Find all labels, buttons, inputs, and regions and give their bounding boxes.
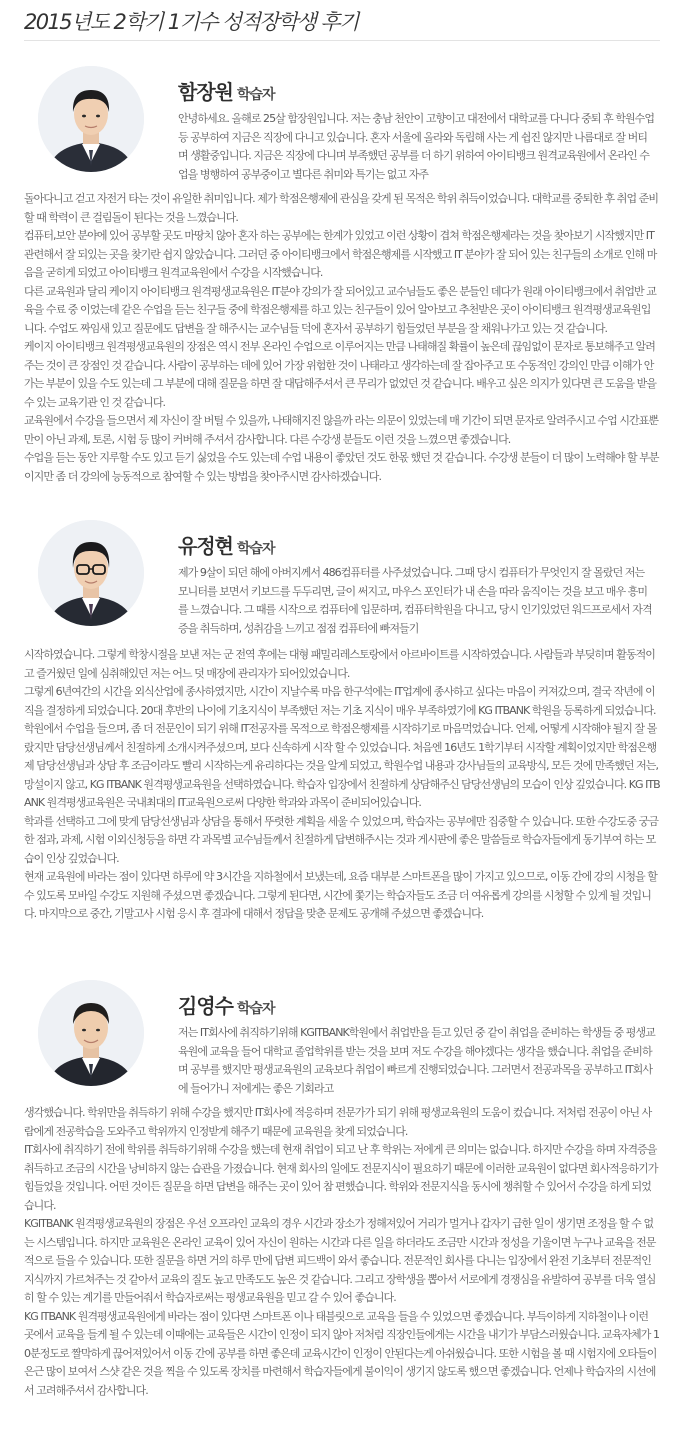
- student-photo: [38, 980, 144, 1086]
- student-role: 학습자: [236, 541, 275, 557]
- body-paragraph: 돌아다니고 걷고 자전거 타는 것이 유일한 취미입니다. 제가 학점은행제에 관심을 갖게 된 목적은 학위 취득이었습니다. 대학교를 중퇴한 후 취업 준비할 때 학력이 큰 걸림돌이 된다는 것을 느꼈습니다.: [24, 192, 659, 224]
- body-paragraph: 그렇게 6년여간의 시간을 외식산업에 종사하였지만, 시간이 지날수록 마음 한구석에는 IT업계에 종사하고 싶다는 마음이 커져갔으며, 결국 작년에 이직을 결정하게 되었습니다. 20대 후반의 나이에 기초지식이 부족했던 저는 기초 지식이 매우 부족하였기에 KG ITBANK 학원을 등록하게 되었습니다. 학원에서 수업을 들으며, 좀 더 전문인이 되기 위해 IT전공자를 목적으로 학점은행제를 시작하기로 마음먹었습니다. 언제, 어떻게 시작해야 될지 잘 몰랐지만 담당선생님께서 친절하게 소개시켜주셨으며, 보다 신속하게 시작 할 수 있었습니다. 처음엔 16년도 1학기부터 시작할 계획이었지만 학점은행제 담당선생님과 상담 후 조금이라도 빨리 시작하는게 유리하다는 것을 알게 되었고, 학원수업 내용과 강사님들의 교육방식, 모든 것에 만족했던 저는, 망설이지 않고, KG ITBANK 원격평생교육원을 선택하였습니다. 학습자 입장에서 친절하게 상담해주신 담당선생님의 모습이 인상 깊었습니다. KG ITBANK 원격평생교육원은 국내최대의 IT교육원으로써 다양한 학과와 과목이 준비되어있습니다.: [24, 685, 660, 809]
- body-paragraph: 학과를 선택하고 그에 맞게 담당선생님과 상담을 통해서 뚜렷한 계획을 세울 수 있었으며, 학습자는 공부에만 집중할 수 있습니다. 또한 수강도중 궁금한 점과, 과제, 시험 이외신청등을 하면 각 과목별 교수님들께서 친절하게 답변해주시는 것과 게시판에 좋은 말씀들로 학습자들에게 동기부여 하는 모습이 인상 깊었습니다.: [24, 814, 659, 865]
- student-heading: [178, 990, 275, 1019]
- student-portrait-icon: [38, 66, 144, 172]
- body-paragraph: KG ITBANK 원격평생교육원에게 바라는 점이 있다면 스마트폰 이나 태블릿으로 교육을 들을 수 있었으면 좋겠습니다. 부득이하게 지하철이나 이런 곳에서 교육을 들게 될 수 있는데 이때에는 교육들은 시간이 인정이 되지 않아 저처럼 직장인들에게는 시간을 내기가 부담스러웠습니다. 교육자체가 10분정도로 짤막하게 끊어져있어서 이동 간에 공부를 하면 좋은데 교육시간이 인정이 안된다는게 아쉬웠습니다. 또한 시험을 볼 때 시험지에 오타들이 은근 많이 보여서 스샷 같은 것을 찍을 수 있도록 장치를 마련해서 학습자들에게 불이익이 생기지 않도록 했으면 좋겠습니다. 언제나 학습자의 시선에서 고려해주셔서 감사합니다.: [24, 1309, 659, 1397]
- page-title: 2015년도 2학기 1기수 성적장학생 후기: [24, 10, 358, 34]
- student-portrait-icon: [38, 980, 144, 1086]
- student-role: 학습자: [236, 1001, 275, 1017]
- intro-text: 저는 IT회사에 취직하기위해 KGITBANK학원에서 취업반을 듣고 있던 중 같이 취업을 준비하는 학생들 중 평생교육원에 교육을 들어 대학교 졸업학위를 받는 것을 보며 저도 수강을 해야겠다는 생각을 했습니다. 취업을 준비하며 공부를 했지만 평생교육원의 교육보다 취업이 빠르게 진행되었습니다. 그러면서 전공과목을 공부하고 IT회사에 들어가니 저에게는 좋은 기회라고: [178, 1026, 655, 1095]
- body-paragraph: 컴퓨터,보안 분야에 있어 공부할 곳도 마땅치 않아 혼자 하는 공부에는 한계가 있었고 이런 상황이 겹쳐 학점은행제라는 것을 찾아보기 시작했지만 IT 관련해서 잘 되있는 곳을 찾기란 쉽지 않았습니다. 그러던 중 아이티뱅크에서 학점은행제를 시작했고 IT 분야가 잘 되어 있는 친구들의 소개로 인해 마음을 굳히게 되었고 아이티뱅크 원격교육원에서 수강을 시작했습니다.: [24, 229, 657, 279]
- student-heading: [178, 530, 275, 559]
- student-role: 학습자: [236, 87, 275, 103]
- student-photo: [38, 520, 144, 626]
- intro-text: 안녕하세요. 올해로 25살 함장원입니다. 저는 충남 천안이 고향이고 대전에서 대학교를 다니다 중퇴 후 학원수업 등 공부하여 지금은 직장에 다니고 있습니다. 혼자 서울에 올라와 독립해 사는 게 쉽진 않지만 나름대로 잘 버티며 생활중입니다. 지금은 직장에 다니며 부족했던 공부를 더 하기 위하여 아이티뱅크 원격교육원에서 온라인 수업을 병행하여 공부중이고 별다른 취미와 특기는 없고 자주: [178, 112, 655, 181]
- body-paragraph: KGITBANK 원격평생교육원의 장점은 우선 오프라인 교육의 경우 시간과 장소가 정해져있어 거리가 멀거나 갑자기 급한 일이 생기면 조정을 할 수 없는 시스템입니다. 하지만 교육원은 온라인 교육이 있어 자신이 원하는 시간과 다른 일을 하더라도 조금만 시간과 정성을 기울이면 누구나 교육을 전문적으로 들을 수 있습니다. 또한 질문을 하면 거의 하루 만에 답변 피드백이 와서 좋습니다. 전문적인 회사를 다니는 입장에서 완전 기초부터 전문적인 지식까지 가르쳐주는 것 같아서 교육의 질도 높고 만족도도 높은 것 같습니다. 그리고 장학생을 뽑아서 서로에게 경쟁심을 유발하여 공부를 더욱 열심히 할 수 있는 계기를 만들어줘서 학습자로써는 평생교육원을 믿고 갈 수 있어 좋습니다.: [24, 1217, 656, 1304]
- student-photo: [38, 66, 144, 172]
- testimonial-body: [24, 190, 660, 486]
- intro-text: 제가 9살이 되던 해에 아버지께서 486컴퓨터를 사주셨었습니다. 그때 당시 컴퓨터가 무엇인지 잘 몰랐던 저는 모니터를 보면서 키보드를 두두리면, 글이 써지고, 마우스 포인터가 내 손을 따라 움직이는 것을 보고 매우 흥미를 느꼈습니다. 그 때를 시작으로 컴퓨터에 입문하며, 컴퓨터학원을 다니고, 당시 인기있었던 워드프로세서 자격증을 취득하며, 성취감을 느끼고 점점 컴퓨터에 빠져들기: [178, 566, 652, 635]
- testimonial-body: [24, 646, 660, 924]
- body-paragraph: 교육원에서 수강을 들으면서 제 자신이 잘 버틸 수 있을까, 나태해지진 않을까 라는 의문이 있었는데 매 기간이 되면 문자로 알려주시고 수업 시간표뿐만이 아닌 과제, 토론, 시험 등 많이 커버해 주셔서 감사합니다. 다른 수강생 분들도 이런 것을 느꼈으면 좋겠습니다.: [24, 414, 659, 446]
- student-name: 함장원: [178, 80, 233, 104]
- title-divider: [24, 40, 660, 41]
- student-heading: [178, 76, 275, 105]
- testimonial-body: [24, 1104, 660, 1400]
- body-paragraph: IT회사에 취직하기 전에 학위를 취득하기위해 수강을 했는데 현재 취업이 되고 난 후 학위는 저에게 큰 의미는 없습니다. 하지만 수강을 하며 자격증을 취득하고 조금의 시간을 낭비하지 않는 습관을 가졌습니다. 현재 회사의 일에도 전문지식이 필요하기 때문에 이러한 교육원이 없다면 회사적응하기가 힘들었을 것입니다. 어떤 것이든 질문을 하면 답변을 해주는 곳이 있어 참 편했습니다. 학위와 전문지식을 동시에 챙취할 수 있어서 수강을 하게 되었습니다.: [24, 1143, 658, 1212]
- body-paragraph: 수업을 듣는 동안 지루할 수도 있고 듣기 싫었을 수도 있는데 수업 내용이 좋았던 것도 한몫 했던 것 같습니다. 수강생 분들이 더 많이 노력해야 할 부분이지만 좀 더 강의에 능동적으로 참여할 수 있는 방법을 찾아주시면 감사하겠습니다.: [24, 451, 659, 483]
- student-portrait-icon: [38, 520, 144, 626]
- body-paragraph: 현재 교육원에 바라는 점이 있다면 하루에 약 3시간을 지하철에서 보냈는데, 요즘 대부분 스마트폰을 많이 가지고 있으므로, 이동 간에 강의 시청을 할 수 있도록 모바일 수강도 지원해 주셨으면 좋겠습니다. 그렇게 된다면, 시간에 쫓기는 학습자들도 조금 더 여유롭게 강의를 시청할 수 있게 될 것입니다. 마지막으로 중간, 기말고사 시험 응시 후 결과에 대해서 정답을 맞춘 문제도 공개해 주셨으면 좋겠습니다.: [24, 870, 657, 920]
- student-name: 김영수: [178, 994, 233, 1018]
- student-name: 유정현: [178, 534, 233, 558]
- body-paragraph: 케이지 아이티뱅크 원격평생교육원의 장점은 역시 전부 온라인 수업으로 이루어지는 만큼 나태해질 확률이 높은데 끊임없이 문자로 통보해주고 알려주는 것이 큰 장점인 것 같습니다. 사람이 공부하는 데에 있어 가장 위험한 것이 나태라고 생각하는데 잘 잡아주고 또 수동적인 강의인 만큼 이해가 안가는 부분이 있을 수도 있는데 그 부분에 대해 질문을 하면 잘 대답해주셔서 큰 무리가 없었던 것 같습니다. 배우고 싶은 의지가 있다면 큰 도움을 받을 수 있는 교육기관 인 것 같습니다.: [24, 340, 656, 409]
- body-paragraph: 시작하였습니다. 그렇게 학창시절을 보낸 저는 군 전역 후에는 대형 패밀리레스토랑에서 아르바이트를 시작하였습니다. 사람들과 부딪히며 활동적이고 즐거웠던 일에 심취해있던 저는 어느 덧 매장에 관리자가 되어있었습니다.: [24, 648, 655, 680]
- body-paragraph: 다른 교육원과 달리 케이지 아이티뱅크 원격평생교육원은 IT분야 강의가 잘 되어있고 교수님들도 좋은 분들인 데다가 원래 아이티뱅크에서 취업반 교육을 수료 중 이었는데 같은 수업을 듣는 친구들 중에 학점은행제를 하고 있는 친구들이 있어 알아보고 추천받은 곳이 아이티뱅크 원격평생교육원입니다. 수업도 짜임새 있고 질문에도 답변을 잘 해주시는 교수님들 덕에 혼자서 공부하기 힘들었던 부분을 잘 채워나가고 있는 것 같습니다.: [24, 284, 656, 335]
- body-paragraph: 생각했습니다. 학위만을 취득하기 위해 수강을 했지만 IT회사에 적응하며 전문가가 되기 위해 평생교육원의 도움이 컸습니다. 저처럼 전공이 아닌 사람에게 전공학습을 도와주고 학위까지 인정받게 해주기 때문에 교육원을 찾게 되었습니다.: [24, 1106, 652, 1138]
